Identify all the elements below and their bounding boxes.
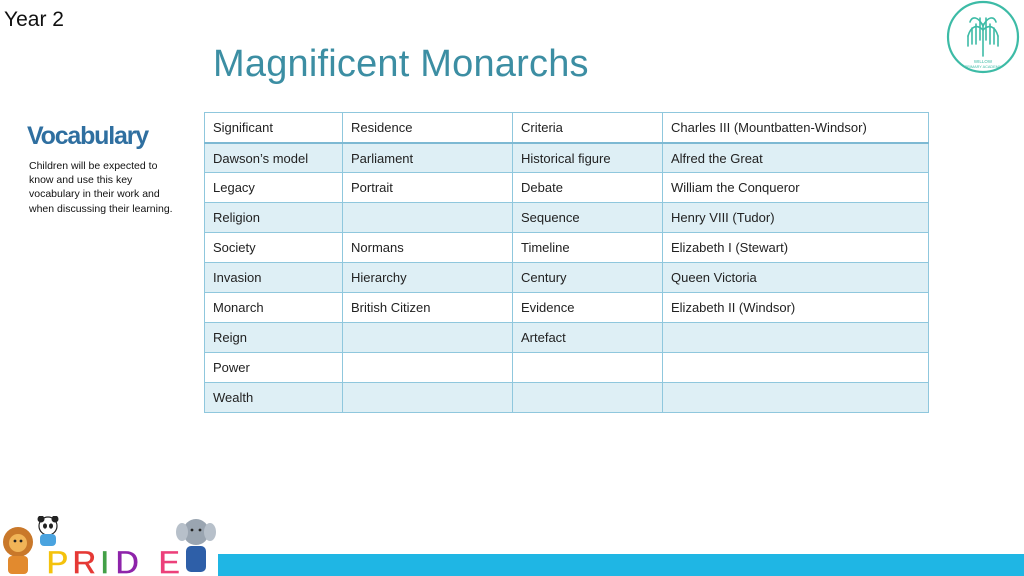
table-cell: Timeline (513, 233, 663, 263)
table-cell: Hierarchy (343, 263, 513, 293)
vocabulary-table (204, 112, 929, 413)
footer-bar (218, 554, 1024, 576)
table-row (205, 263, 929, 293)
pride-letter-r: R (72, 544, 97, 576)
table-row (205, 293, 929, 323)
table-cell (343, 353, 513, 383)
table-row (205, 113, 929, 143)
table-cell: Residence (343, 113, 513, 143)
table-cell: Power (205, 353, 343, 383)
table-cell: Queen Victoria (663, 263, 929, 293)
table-cell: Portrait (343, 173, 513, 203)
table-cell (663, 323, 929, 353)
table-cell: Alfred the Great (663, 143, 929, 173)
table-cell: Artefact (513, 323, 663, 353)
pride-mascots-icon (0, 516, 218, 576)
table-cell: Society (205, 233, 343, 263)
table-row (205, 233, 929, 263)
table-cell: Evidence (513, 293, 663, 323)
table-cell (343, 383, 513, 413)
table-row (205, 353, 929, 383)
table-row (205, 173, 929, 203)
table-cell (513, 383, 663, 413)
table-cell: Legacy (205, 173, 343, 203)
table-cell: Elizabeth II (Windsor) (663, 293, 929, 323)
table-row (205, 323, 929, 353)
willow-tree-icon (944, 0, 1022, 76)
table-cell (343, 323, 513, 353)
table-cell (663, 383, 929, 413)
table-cell: Parliament (343, 143, 513, 173)
table-cell (513, 353, 663, 383)
table-row (205, 203, 929, 233)
year-label: Year 2 (4, 8, 64, 31)
table-row (205, 383, 929, 413)
page-title: Magnificent Monarchs (213, 43, 589, 85)
pride-letter-e: E (158, 544, 181, 576)
table-cell: William the Conqueror (663, 173, 929, 203)
table-cell: Debate (513, 173, 663, 203)
vocabulary-heading: Vocabulary (27, 122, 148, 150)
table-cell (663, 353, 929, 383)
table-cell: British Citizen (343, 293, 513, 323)
table-cell: Normans (343, 233, 513, 263)
table-cell: Charles III (Mountbatten-Windsor) (663, 113, 929, 143)
pride-letter-i: I (100, 544, 110, 576)
vocabulary-description: Children will be expected to know and use this key vocabulary in their work and when discussing their learning. (29, 160, 173, 215)
logo-text-2: PRIMARY ACADEMY (964, 65, 1002, 69)
panda-mascot-icon (38, 516, 59, 546)
table-cell (343, 203, 513, 233)
table-cell: Dawson’s model (205, 143, 343, 173)
table-cell: Wealth (205, 383, 343, 413)
table-cell: Invasion (205, 263, 343, 293)
logo-text-1: WILLOW (973, 59, 993, 64)
table-cell: Significant (205, 113, 343, 143)
lion-mascot-icon (3, 527, 33, 574)
pride-letter-d: D (115, 544, 140, 576)
table-cell: Sequence (513, 203, 663, 233)
table-cell: Religion (205, 203, 343, 233)
table-cell: Century (513, 263, 663, 293)
table-cell: Elizabeth I (Stewart) (663, 233, 929, 263)
table-cell: Reign (205, 323, 343, 353)
table-cell: Criteria (513, 113, 663, 143)
table-cell: Historical figure (513, 143, 663, 173)
pride-letter-p: P (46, 544, 69, 576)
table-cell: Henry VIII (Tudor) (663, 203, 929, 233)
table-cell: Monarch (205, 293, 343, 323)
elephant-mascot-icon (176, 519, 216, 572)
table-row (205, 143, 929, 173)
